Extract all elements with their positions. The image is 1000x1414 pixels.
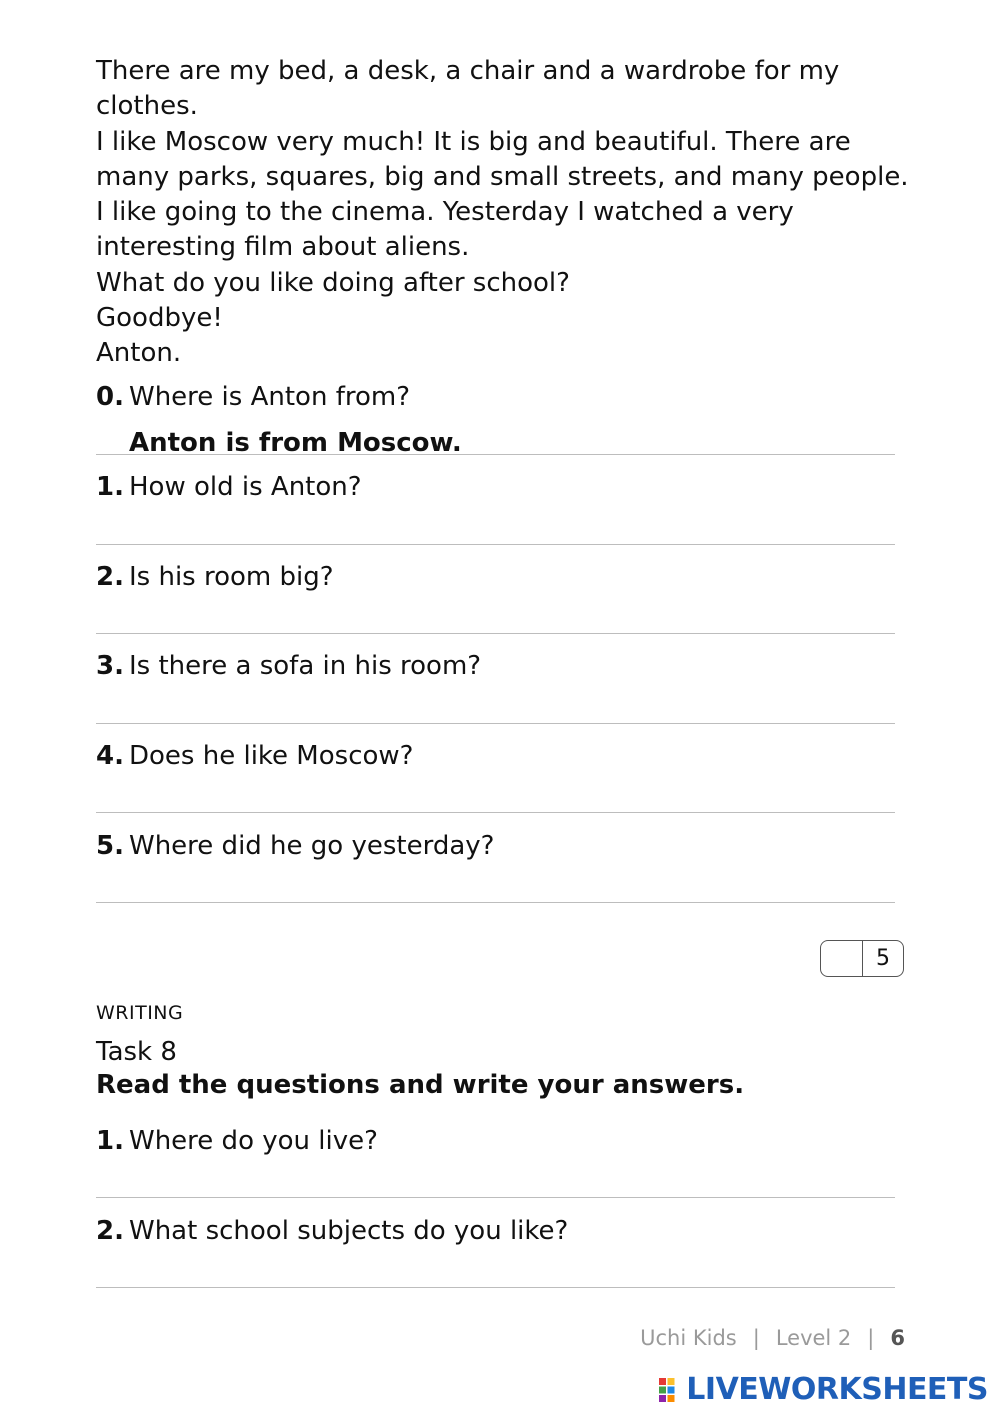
question-item [96,1125,378,1157]
passage-paragraph: I like Moscow very much! It is big and beautiful. There are many parks, squares, big and small streets, and many people. I like going to the cinema. Yesterday I watched a very interesting film about aliens. [96,126,909,263]
score-input[interactable] [821,941,863,976]
question-number: 2. [96,562,124,592]
question-number: 1. [96,472,124,502]
passage-paragraph: Anton. [96,338,182,369]
task-title: Task 8 [96,1037,177,1067]
sample-answer: Anton is from Moscow. [129,428,462,458]
answer-field[interactable] [96,544,895,545]
question-item [96,830,494,862]
question-number: 4. [96,741,124,771]
passage-paragraph: There are my bed, a desk, a chair and a wardrobe for my clothes. [96,56,840,122]
question-text: Where is Anton from? [129,382,411,412]
answer-field[interactable] [96,1197,895,1198]
passage-paragraph: Goodbye! [96,303,223,334]
logo-text: LIVEWORKSHEETS [686,1372,988,1407]
answer-field[interactable] [96,812,895,813]
score-box [820,940,904,977]
page-number: 6 [890,1326,905,1350]
reading-passage [96,54,916,372]
question-number: 1. [96,1126,124,1156]
liveworksheets-logo [658,1372,988,1407]
passage-paragraph: What do you like doing after school? [96,267,570,298]
section-label: WRITING [96,1002,184,1024]
question-text: Where did he go yesterday? [129,831,495,861]
footer-level: Level 2 [775,1326,852,1350]
question-text: Is his room big? [129,562,334,592]
question-number: 3. [96,651,124,681]
answer-field[interactable] [96,723,895,724]
question-text: What school subjects do you like? [129,1216,569,1246]
question-number: 0. [96,382,124,412]
answer-line [96,454,895,455]
question-number: 5. [96,831,124,861]
question-item [96,740,413,772]
question-text: Does he like Moscow? [129,741,414,771]
score-max: 5 [876,946,890,971]
question-item [96,471,362,503]
logo-grid-icon [658,1377,684,1403]
question-item [96,650,481,682]
answer-field[interactable] [96,1287,895,1288]
question-text: How old is Anton? [129,472,362,502]
question-item [96,561,334,593]
footer-divider: | [752,1326,760,1350]
footer-divider: | [867,1326,875,1350]
answer-field[interactable] [96,902,895,903]
task-instruction: Read the questions and write your answers. [96,1070,745,1100]
question-item [96,1215,568,1247]
question-item [96,381,410,413]
page-footer [640,1326,905,1350]
question-text: Where do you live? [129,1126,378,1156]
question-text: Is there a sofa in his room? [129,651,482,681]
question-number: 2. [96,1216,124,1246]
footer-brand: Uchi Kids [640,1326,737,1350]
answer-field[interactable] [96,633,895,634]
